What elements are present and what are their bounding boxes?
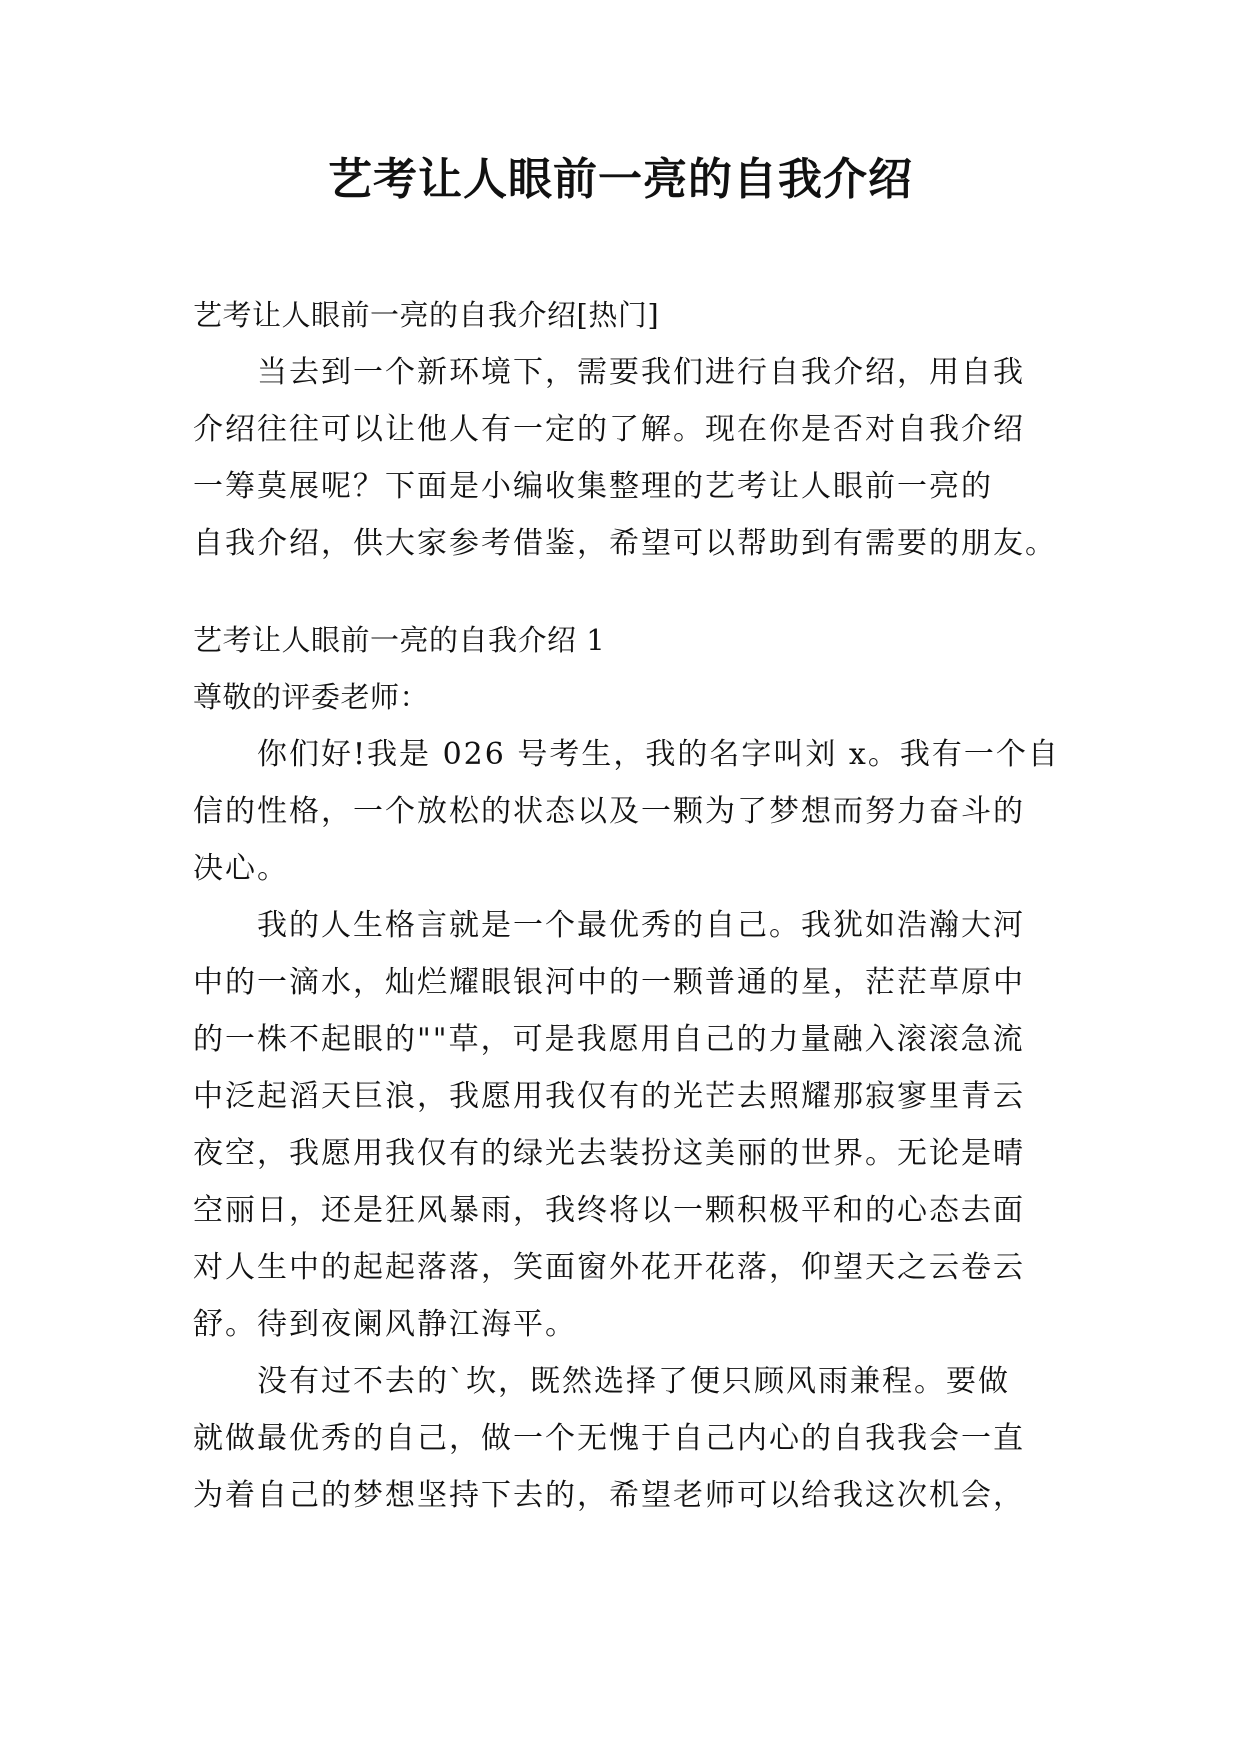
paragraph-line: 我的人生格言就是一个最优秀的自己。我犹如浩瀚大河: [193, 908, 1025, 943]
subtitle-line: 艺考让人眼前一亮的自我介绍[热门]: [193, 298, 660, 332]
paragraph-line: 对人生中的起起落落，笑面窗外花开花落，仰望天之云卷云: [193, 1250, 1025, 1285]
salutation-line: 尊敬的评委老师：: [193, 680, 430, 714]
paragraph-line: 你们好!我是 026 号考生，我的名字叫刘 x。我有一个自: [193, 737, 1060, 772]
paragraph-line: 当去到一个新环境下，需要我们进行自我介绍，用自我: [193, 355, 1025, 390]
paragraph-line: 中泛起滔天巨浪，我愿用我仅有的光芒去照耀那寂寥里青云: [193, 1079, 1025, 1114]
paragraph-line: 为着自己的梦想坚持下去的，希望老师可以给我这次机会，: [193, 1478, 1025, 1513]
paragraph-line: 自我介绍，供大家参考借鉴，希望可以帮助到有需要的朋友。: [193, 526, 1057, 561]
section-heading: 艺考让人眼前一亮的自我介绍 1: [193, 623, 606, 657]
paragraph-line: 的一株不起眼的""草，可是我愿用自己的力量融入滚滚急流: [193, 1022, 1025, 1057]
paragraph-line: 夜空，我愿用我仅有的绿光去装扮这美丽的世界。无论是晴: [193, 1136, 1025, 1171]
paragraph-line: 介绍往往可以让他人有一定的了解。现在你是否对自我介绍: [193, 412, 1025, 447]
paragraph-line: 没有过不去的`坎，既然选择了便只顾风雨兼程。要做: [193, 1364, 1010, 1399]
paragraph-line: 就做最优秀的自己，做一个无愧于自己内心的自我我会一直: [193, 1421, 1025, 1456]
document-title: 艺考让人眼前一亮的自我介绍: [328, 154, 913, 205]
paragraph-line: 一筹莫展呢？下面是小编收集整理的艺考让人眼前一亮的: [193, 469, 993, 504]
document-body: [193, 287, 1060, 1524]
paragraph-line: 中的一滴水，灿烂耀眼银河中的一颗普通的星，茫茫草原中: [193, 965, 1025, 1000]
paragraph-line: 决心。: [193, 851, 289, 886]
paragraph-line: 空丽日，还是狂风暴雨，我终将以一颗积极平和的心态去面: [193, 1193, 1025, 1228]
paragraph-line: 信的性格，一个放松的状态以及一颗为了梦想而努力奋斗的: [193, 794, 1025, 829]
paragraph-line: 舒。待到夜阑风静江海平。: [193, 1307, 577, 1342]
section-gap: [193, 572, 1053, 612]
